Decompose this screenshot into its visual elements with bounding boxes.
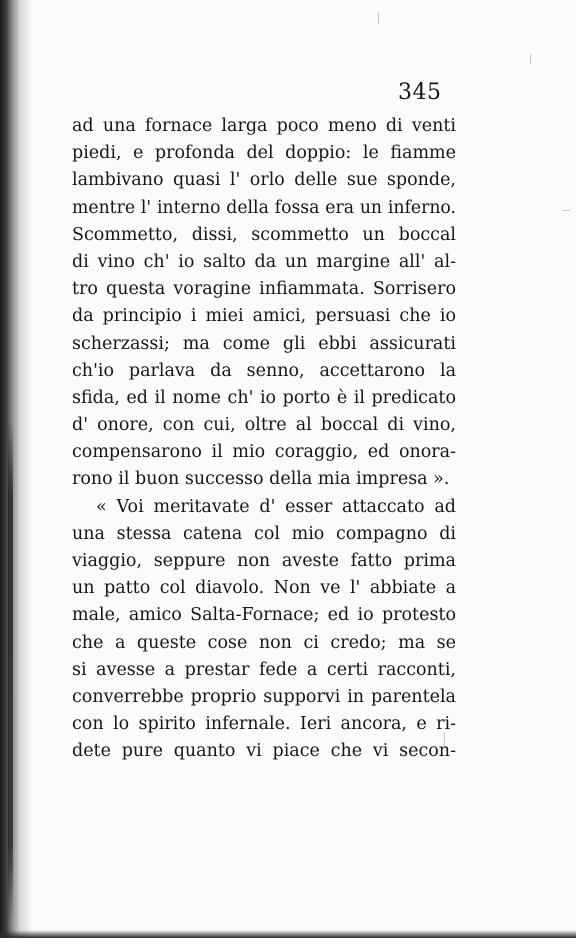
text-line: male, amico Salta-Fornace; ed io protesto	[72, 605, 456, 626]
text-line: scherzassi; ma come gli ebbi assicurati	[72, 333, 456, 354]
text-line: tro questa voragine infiammata. Sorrisero	[72, 279, 456, 300]
page-binding-shadow	[0, 0, 34, 938]
text-line: rono il buon successo della mia impresa ».	[72, 469, 450, 490]
body-text	[72, 113, 456, 766]
text-line: piedi, e profonda del doppio: le fiamme	[72, 143, 456, 164]
text-line: sfida, ed il nome ch' io porto è il predicato	[72, 387, 456, 408]
text-line: converrebbe proprio supporvi in parentela	[72, 686, 456, 707]
scan-mark	[562, 210, 570, 211]
text-line: « Voi meritavate d' esser attaccato ad	[96, 496, 456, 517]
text-line: una stessa catena col mio compagno di	[72, 523, 456, 544]
text-line: che a queste cose non ci credo; ma se	[72, 632, 456, 653]
text-line: d' onore, con cui, oltre al boccal di vino,	[72, 415, 456, 436]
text-line: ad una fornace larga poco meno di venti	[72, 116, 456, 136]
scan-mark	[530, 54, 531, 64]
page-number: 345	[398, 80, 442, 105]
text-line: si avesse a prestar fede a certi racconti,	[72, 659, 456, 680]
text-line: di vino ch' io salto da un margine all' al-	[72, 251, 456, 272]
text-line: con lo spirito infernale. Ieri ancora, e ri-	[72, 714, 456, 735]
bottom-edge-shadow	[0, 930, 576, 938]
page-edge-shadow	[8, 420, 13, 920]
text-line: lambivano quasi l' orlo delle sue sponde,	[72, 170, 456, 191]
text-line: un patto col diavolo. Non ve l' abbiate a	[72, 578, 456, 599]
text-line: ch'io parlava da senno, accettarono la	[72, 360, 456, 381]
text-line: viaggio, seppure non aveste fatto prima	[72, 551, 456, 571]
scan-mark	[378, 12, 379, 24]
text-line: da principio i miei amici, persuasi che io	[72, 306, 456, 327]
text-line: compensarono il mio coraggio, ed onora-	[72, 442, 456, 463]
text-line: Scommetto, dissi, scommetto un boccal	[72, 224, 456, 245]
text-line: dete pure quanto vi piace che vi secon-	[72, 741, 456, 762]
text-line: mentre l' interno della fossa era un inferno.	[72, 197, 456, 218]
